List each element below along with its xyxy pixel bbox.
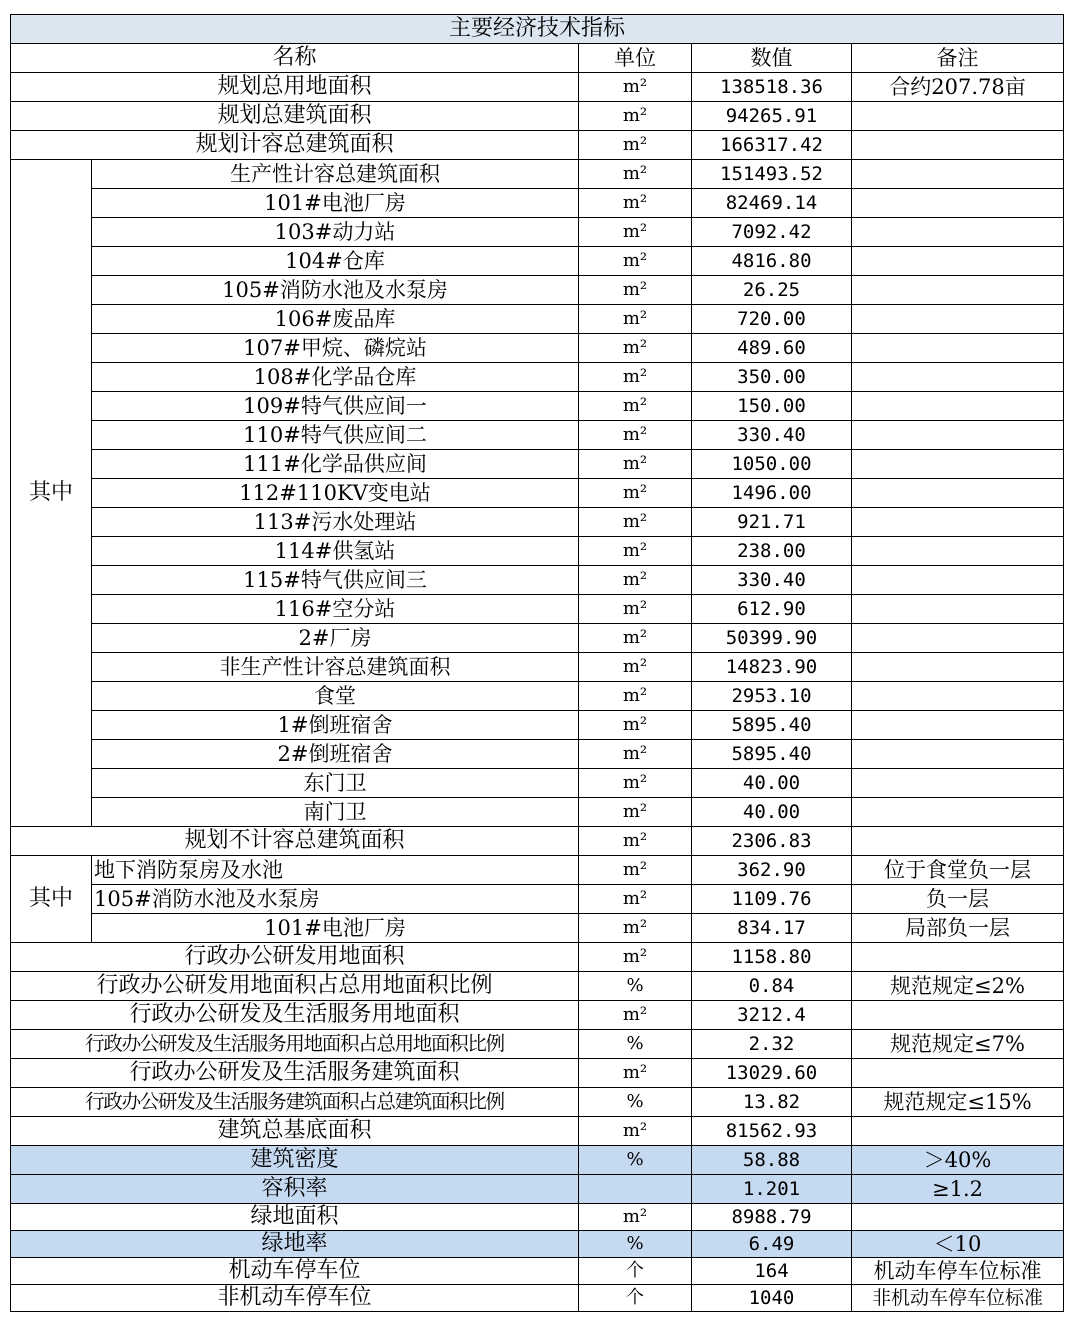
row-note <box>852 392 1064 421</box>
table-row <box>11 740 1064 769</box>
row-value: 1496.00 <box>692 479 852 508</box>
row-note: 非机动车停车位标准 <box>852 1285 1064 1312</box>
row-unit: m² <box>579 827 692 856</box>
table-row <box>11 914 1064 943</box>
table-row-highlighted <box>11 1231 1064 1258</box>
row-note <box>852 769 1064 798</box>
row-unit: m² <box>579 1059 692 1088</box>
table-row-highlighted <box>11 1175 1064 1204</box>
row-value: 834.17 <box>692 914 852 943</box>
row-unit: m² <box>579 711 692 740</box>
row-name: 101#电池厂房 <box>92 189 579 218</box>
row-unit: m² <box>579 421 692 450</box>
row-value: 1109.76 <box>692 885 852 914</box>
row-name: 110#特气供应间二 <box>92 421 579 450</box>
row-note: 规范规定≤7% <box>852 1030 1064 1059</box>
table-row <box>11 363 1064 392</box>
group-label: 其中 <box>11 856 92 943</box>
header-note: 备注 <box>852 44 1064 73</box>
row-name: 规划总用地面积 <box>11 73 579 102</box>
row-unit: m² <box>579 363 692 392</box>
row-value: 166317.42 <box>692 131 852 160</box>
row-name: 非生产性计容总建筑面积 <box>92 653 579 682</box>
table-row <box>11 943 1064 972</box>
table-row <box>11 798 1064 827</box>
row-note <box>852 218 1064 247</box>
row-name: 规划不计容总建筑面积 <box>11 827 579 856</box>
row-note <box>852 334 1064 363</box>
row-unit: m² <box>579 218 692 247</box>
row-value: 612.90 <box>692 595 852 624</box>
row-unit: m² <box>579 885 692 914</box>
row-unit: m² <box>579 798 692 827</box>
row-note <box>852 827 1064 856</box>
table-row <box>11 131 1064 160</box>
row-name: 行政办公研发及生活服务用地面积 <box>11 1001 579 1030</box>
row-name: 绿地率 <box>11 1231 579 1258</box>
row-value: 2306.83 <box>692 827 852 856</box>
row-name: 食堂 <box>92 682 579 711</box>
row-value: 26.25 <box>692 276 852 305</box>
row-note <box>852 711 1064 740</box>
row-note <box>852 624 1064 653</box>
economic-indicators-table <box>10 14 1064 1312</box>
row-value: 13.82 <box>692 1088 852 1117</box>
row-unit: % <box>579 1030 692 1059</box>
row-unit: m² <box>579 856 692 885</box>
table-row <box>11 1030 1064 1059</box>
row-unit: m² <box>579 624 692 653</box>
table-row <box>11 102 1064 131</box>
table-row <box>11 247 1064 276</box>
row-unit: m² <box>579 479 692 508</box>
row-value: 350.00 <box>692 363 852 392</box>
row-unit: m² <box>579 189 692 218</box>
row-note <box>852 798 1064 827</box>
row-note <box>852 363 1064 392</box>
row-note <box>852 421 1064 450</box>
row-note <box>852 537 1064 566</box>
row-name: 109#特气供应间一 <box>92 392 579 421</box>
row-name: 建筑总基底面积 <box>11 1117 579 1146</box>
row-unit: m² <box>579 566 692 595</box>
table-row <box>11 624 1064 653</box>
row-unit: % <box>579 972 692 1001</box>
header-row <box>11 44 1064 73</box>
row-note <box>852 102 1064 131</box>
row-unit: m² <box>579 943 692 972</box>
row-value: 3212.4 <box>692 1001 852 1030</box>
row-note <box>852 682 1064 711</box>
row-value: 151493.52 <box>692 160 852 189</box>
table-row <box>11 1258 1064 1285</box>
group-label: 其中 <box>11 160 92 827</box>
row-note: 合约207.78亩 <box>852 73 1064 102</box>
row-name: 116#空分站 <box>92 595 579 624</box>
row-value: 164 <box>692 1258 852 1285</box>
row-value: 489.60 <box>692 334 852 363</box>
row-note <box>852 1117 1064 1146</box>
row-note <box>852 479 1064 508</box>
row-name: 南门卫 <box>92 798 579 827</box>
row-value: 5895.40 <box>692 711 852 740</box>
row-value: 14823.90 <box>692 653 852 682</box>
row-name: 机动车停车位 <box>11 1258 579 1285</box>
row-unit: 个 <box>579 1285 692 1312</box>
row-name: 容积率 <box>11 1175 579 1204</box>
row-value: 94265.91 <box>692 102 852 131</box>
row-value: 4816.80 <box>692 247 852 276</box>
table-row <box>11 334 1064 363</box>
table-row <box>11 682 1064 711</box>
row-name: 行政办公研发及生活服务建筑面积 <box>11 1059 579 1088</box>
row-unit: m² <box>579 914 692 943</box>
row-unit: m² <box>579 392 692 421</box>
row-name: 106#废品库 <box>92 305 579 334</box>
table-row <box>11 508 1064 537</box>
row-name: 建筑密度 <box>11 1146 579 1175</box>
row-name: 东门卫 <box>92 769 579 798</box>
row-note <box>852 450 1064 479</box>
table-row <box>11 1001 1064 1030</box>
table-row <box>11 537 1064 566</box>
row-unit: m² <box>579 305 692 334</box>
row-name: 行政办公研发用地面积占总用地面积比例 <box>11 972 579 1001</box>
row-name: 115#特气供应间三 <box>92 566 579 595</box>
row-value: 58.88 <box>692 1146 852 1175</box>
row-name: 108#化学品仓库 <box>92 363 579 392</box>
row-note: ≥1.2 <box>852 1175 1064 1204</box>
row-name: 103#动力站 <box>92 218 579 247</box>
row-value: 150.00 <box>692 392 852 421</box>
row-value: 1.201 <box>692 1175 852 1204</box>
row-unit: m² <box>579 450 692 479</box>
row-value: 13029.60 <box>692 1059 852 1088</box>
row-unit: m² <box>579 508 692 537</box>
table-row <box>11 1285 1064 1312</box>
row-name: 2#厂房 <box>92 624 579 653</box>
table-row <box>11 1088 1064 1117</box>
table-row <box>11 653 1064 682</box>
table-row <box>11 276 1064 305</box>
row-unit: m² <box>579 595 692 624</box>
row-name: 101#电池厂房 <box>92 914 579 943</box>
table-row <box>11 160 1064 189</box>
row-value: 5895.40 <box>692 740 852 769</box>
table-row <box>11 856 1064 885</box>
table-row <box>11 479 1064 508</box>
row-note <box>852 189 1064 218</box>
row-name: 生产性计容总建筑面积 <box>92 160 579 189</box>
row-value: 138518.36 <box>692 73 852 102</box>
header-value: 数值 <box>692 44 852 73</box>
row-note: ＜10 <box>852 1231 1064 1258</box>
row-value: 81562.93 <box>692 1117 852 1146</box>
row-value: 6.49 <box>692 1231 852 1258</box>
row-unit: m² <box>579 131 692 160</box>
row-note: ＞40% <box>852 1146 1064 1175</box>
table-row <box>11 769 1064 798</box>
table-row <box>11 827 1064 856</box>
row-name: 行政办公研发及生活服务建筑面积占总建筑面积比例 <box>11 1088 579 1117</box>
row-name: 1#倒班宿舍 <box>92 711 579 740</box>
row-name: 2#倒班宿舍 <box>92 740 579 769</box>
row-note <box>852 131 1064 160</box>
row-note: 规范规定≤2% <box>852 972 1064 1001</box>
row-unit: m² <box>579 1204 692 1231</box>
row-note <box>852 247 1064 276</box>
row-note <box>852 1059 1064 1088</box>
row-unit: m² <box>579 682 692 711</box>
row-name: 行政办公研发及生活服务用地面积占总用地面积比例 <box>11 1030 579 1059</box>
row-unit: % <box>579 1088 692 1117</box>
row-unit: m² <box>579 653 692 682</box>
row-value: 330.40 <box>692 566 852 595</box>
row-unit: m² <box>579 247 692 276</box>
header-name: 名称 <box>11 44 579 73</box>
row-note <box>852 740 1064 769</box>
row-note <box>852 943 1064 972</box>
row-name: 111#化学品供应间 <box>92 450 579 479</box>
row-note <box>852 160 1064 189</box>
row-note <box>852 566 1064 595</box>
row-name: 105#消防水池及水泵房 <box>92 885 579 914</box>
row-value: 921.71 <box>692 508 852 537</box>
row-unit: m² <box>579 102 692 131</box>
table-row <box>11 450 1064 479</box>
row-note: 位于食堂负一层 <box>852 856 1064 885</box>
row-value: 362.90 <box>692 856 852 885</box>
table-row <box>11 972 1064 1001</box>
row-value: 1050.00 <box>692 450 852 479</box>
row-unit: m² <box>579 537 692 566</box>
table-row <box>11 73 1064 102</box>
table-row <box>11 566 1064 595</box>
table-title: 主要经济技术指标 <box>11 15 1064 44</box>
row-name: 绿地面积 <box>11 1204 579 1231</box>
row-note <box>852 1001 1064 1030</box>
row-unit: 个 <box>579 1258 692 1285</box>
row-name: 113#污水处理站 <box>92 508 579 537</box>
row-name: 112#110KV变电站 <box>92 479 579 508</box>
row-value: 2.32 <box>692 1030 852 1059</box>
row-value: 8988.79 <box>692 1204 852 1231</box>
row-name: 行政办公研发用地面积 <box>11 943 579 972</box>
row-value: 238.00 <box>692 537 852 566</box>
row-value: 7092.42 <box>692 218 852 247</box>
row-name: 规划总建筑面积 <box>11 102 579 131</box>
table-row <box>11 421 1064 450</box>
row-name: 114#供氢站 <box>92 537 579 566</box>
row-name: 104#仓库 <box>92 247 579 276</box>
table-row <box>11 885 1064 914</box>
row-unit <box>579 1175 692 1204</box>
table-row <box>11 218 1064 247</box>
row-value: 40.00 <box>692 798 852 827</box>
row-unit: m² <box>579 769 692 798</box>
row-unit: m² <box>579 276 692 305</box>
table-row <box>11 711 1064 740</box>
table-row <box>11 1204 1064 1231</box>
row-name: 105#消防水池及水泵房 <box>92 276 579 305</box>
table-row-highlighted <box>11 1146 1064 1175</box>
row-name: 规划计容总建筑面积 <box>11 131 579 160</box>
row-name: 107#甲烷、磷烷站 <box>92 334 579 363</box>
row-value: 0.84 <box>692 972 852 1001</box>
table-row <box>11 189 1064 218</box>
row-note <box>852 508 1064 537</box>
table-row <box>11 305 1064 334</box>
header-unit: 单位 <box>579 44 692 73</box>
row-value: 1040 <box>692 1285 852 1312</box>
row-unit: % <box>579 1146 692 1175</box>
table-row <box>11 595 1064 624</box>
table-title-row <box>11 15 1064 44</box>
table-row <box>11 1117 1064 1146</box>
row-unit: m² <box>579 1001 692 1030</box>
row-note <box>852 305 1064 334</box>
row-value: 330.40 <box>692 421 852 450</box>
row-note <box>852 653 1064 682</box>
row-unit: m² <box>579 73 692 102</box>
row-note <box>852 1204 1064 1231</box>
row-unit: % <box>579 1231 692 1258</box>
row-name: 非机动车停车位 <box>11 1285 579 1312</box>
row-unit: m² <box>579 160 692 189</box>
row-value: 1158.80 <box>692 943 852 972</box>
row-unit: m² <box>579 1117 692 1146</box>
table-row <box>11 392 1064 421</box>
row-name: 地下消防泵房及水池 <box>92 856 579 885</box>
row-value: 40.00 <box>692 769 852 798</box>
row-unit: m² <box>579 740 692 769</box>
row-note: 规范规定≤15% <box>852 1088 1064 1117</box>
row-note: 负一层 <box>852 885 1064 914</box>
row-unit: m² <box>579 334 692 363</box>
row-note: 机动车停车位标准 <box>852 1258 1064 1285</box>
row-value: 2953.10 <box>692 682 852 711</box>
row-note <box>852 595 1064 624</box>
row-note: 局部负一层 <box>852 914 1064 943</box>
table-row <box>11 1059 1064 1088</box>
row-note <box>852 276 1064 305</box>
row-value: 720.00 <box>692 305 852 334</box>
row-value: 50399.90 <box>692 624 852 653</box>
row-value: 82469.14 <box>692 189 852 218</box>
